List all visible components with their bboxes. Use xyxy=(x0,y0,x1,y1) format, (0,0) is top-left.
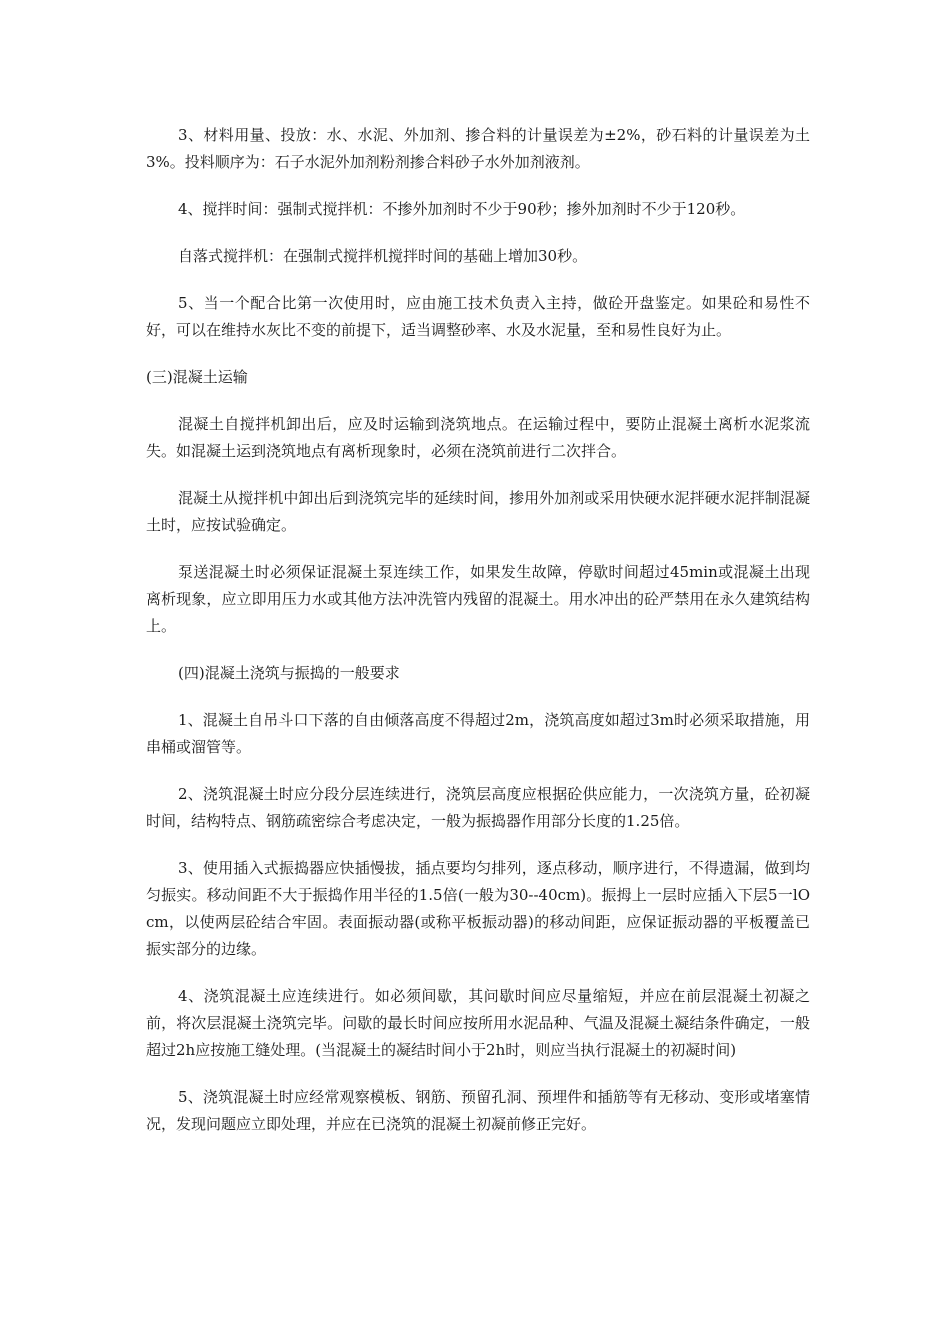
paragraph-mixing-time: 4、搅拌时间：强制式搅拌机：不掺外加剂时不少于90秒；掺外加剂时不少于120秒。 xyxy=(178,200,746,218)
paragraph-vibrator-usage: 3、使用插入式振捣器应快插慢拔，插点要均匀排列，逐点移动，顺序进行，不得遗漏，做到均匀振实。移动间距不大于振捣作用半径的1.5倍(一般为30--40cm)。振拇上一层时应插入下层5一lOcm，以使两层砼结合牢固。表面振动器(或称平板振动器)的移动间距，应保证振动器的平板覆盖已振实部分的边缘。 xyxy=(146,859,810,958)
section-heading-pouring: (四)混凝土浇筑与振捣的一般要求 xyxy=(178,664,400,682)
paragraph-observation: 5、浇筑混凝土时应经常观察模板、钢筋、预留孔洞、预埋件和插筋等有无移动、变形或堵塞情况，发现问题应立即处理，并应在已浇筑的混凝土初凝前修正完好。 xyxy=(146,1088,810,1133)
document-body xyxy=(146,122,810,1158)
paragraph-free-fall-height: 1、混凝土自吊斗口下落的自由倾落高度不得超过2m，浇筑高度如超过3m时必须采取措施，用串桶或溜管等。 xyxy=(146,711,810,756)
paragraph-pumping: 泵送混凝土时必须保证混凝土泵连续工作，如果发生故障，停歇时间超过45min或混凝土出现离析现象，应立即用压力水或其他方法冲洗管内残留的混凝土。用水冲出的砼严禁用在永久建筑结构上。 xyxy=(146,563,810,635)
section-heading-transport: (三)混凝土运输 xyxy=(146,368,248,386)
paragraph-continuous-pouring: 4、浇筑混凝土应连续进行。如必须间歇，其问歇时间应尽量缩短，并应在前层混凝土初凝之前，将次层混凝土浇筑完毕。问歇的最长时间应按所用水泥品种、气温及混凝土凝结条件确定，一般超过2h应按施工缝处理。(当混凝土的凝结时间小于2h时，则应当执行混凝土的初凝时间) xyxy=(146,987,810,1059)
paragraph-transport: 混凝土自搅拌机卸出后，应及时运输到浇筑地点。在运输过程中，要防止混凝土离析水泥浆流失。如混凝土运到浇筑地点有离析现象时，必须在浇筑前进行二次拌合。 xyxy=(146,415,810,460)
paragraph-mix-ratio-first-use: 5、当一个配合比第一次使用时，应由施工技术负责入主持，做砼开盘鉴定。如果砼和易性不好，可以在维持水灰比不变的前提下，适当调整砂率、水及水泥量，至和易性良好为止。 xyxy=(146,294,810,339)
paragraph-delay-time: 混凝土从搅拌机中卸出后到浇筑完毕的延续时间，掺用外加剂或采用快硬水泥拌硬水泥拌制混凝土时，应按试验确定。 xyxy=(146,489,810,534)
paragraph-material-dosage: 3、材料用量、投放：水、水泥、外加剂、掺合料的计量误差为±2%，砂石料的计量误差为土3%。投料顺序为：石子水泥外加剂粉剂掺合料砂子水外加剂液剂。 xyxy=(146,126,810,171)
paragraph-layered-pouring: 2、浇筑混凝土时应分段分层连续进行，浇筑层高度应根据砼供应能力，一次浇筑方量，砼初凝时间，结构特点、钢筋疏密综合考虑决定，一般为振捣器作用部分长度的1.25倍。 xyxy=(146,785,810,830)
paragraph-gravity-mixer: 自落式搅拌机：在强制式搅拌机搅拌时间的基础上增加30秒。 xyxy=(178,247,588,265)
